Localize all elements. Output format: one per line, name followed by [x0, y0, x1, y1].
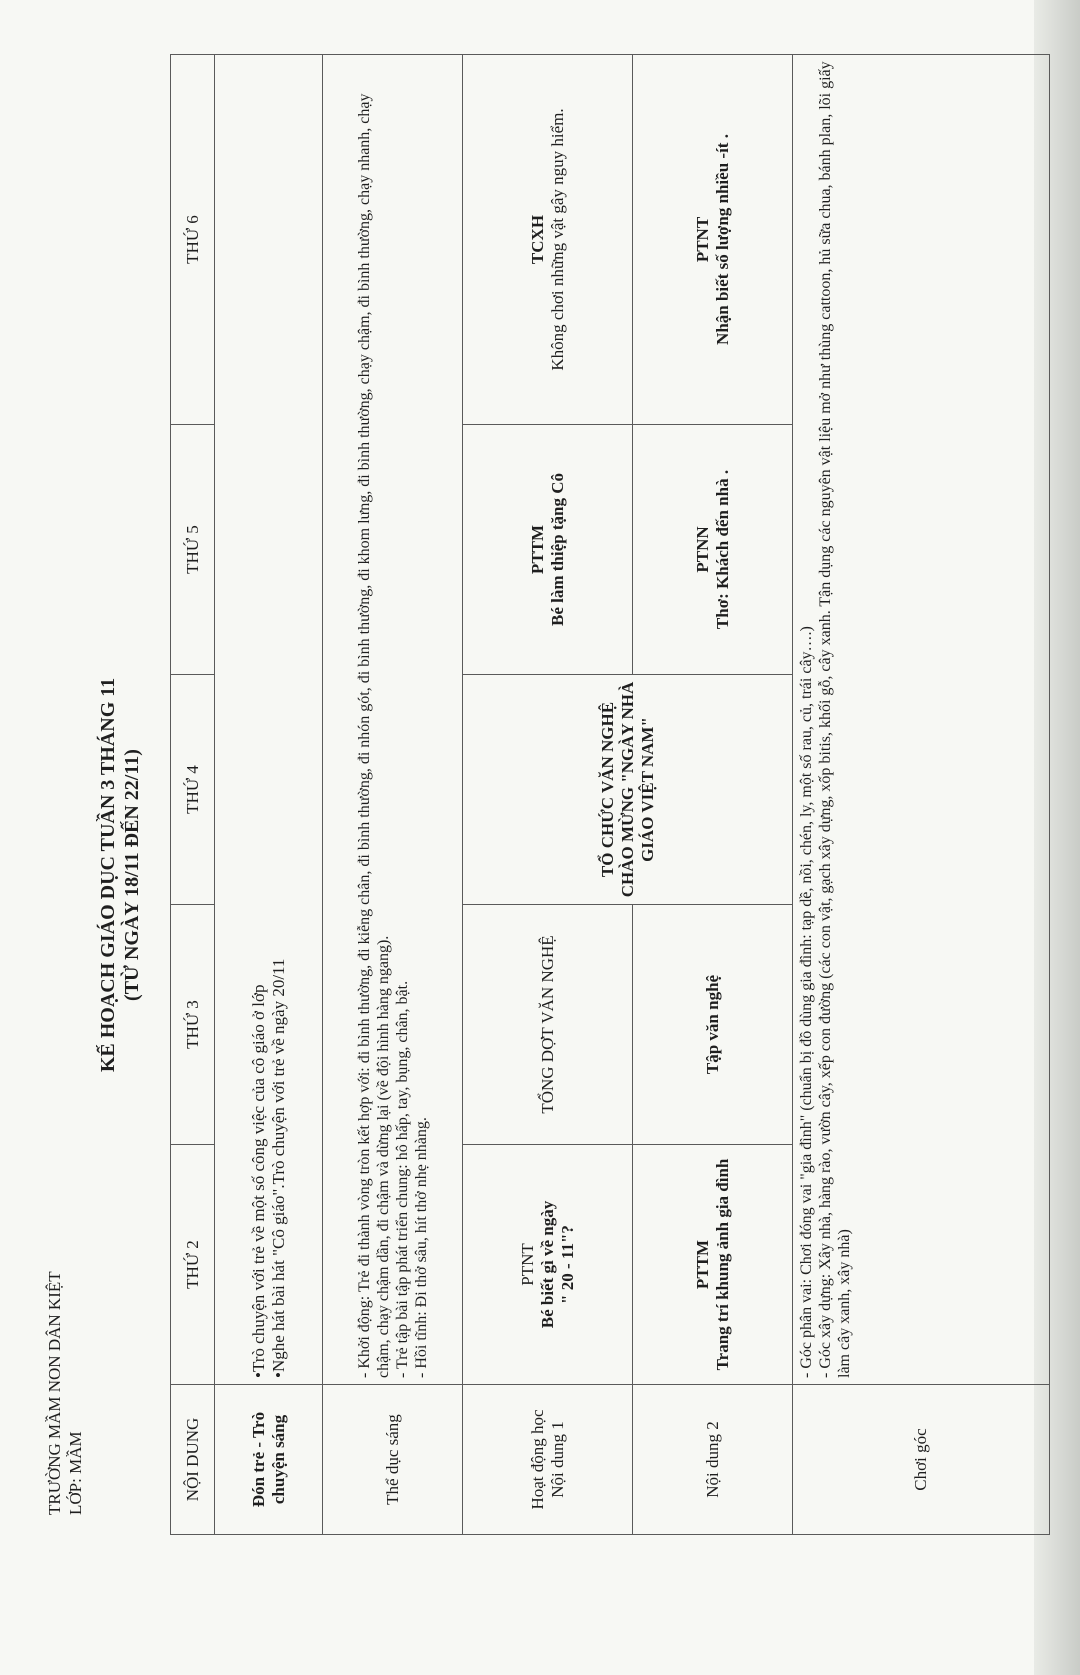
thu5-nd2-cell [633, 425, 793, 675]
school-name: TRƯỜNG MẦM NON DÂN KIỆT [45, 1271, 64, 1515]
thu6-nd2-title: Nhận biết số lượng nhiều -ít . [712, 134, 732, 345]
plan-title-line1: KẾ HOẠCH GIÁO DỤC TUẦN 3 THÁNG 11 [97, 677, 119, 1073]
col-header-thu-5: THỨ 5 [171, 425, 215, 675]
the-duc-line-2: - Trẻ tập bài tập phát triển chung: hô hấp, tay, bụng, chân, bật. [393, 980, 411, 1378]
thu4-nd-cell: TỔ CHỨC VĂN NGHỆ CHÀO MỪNG "NGÀY NHÀ GIÁO VIỆT NAM" [463, 675, 793, 905]
the-duc-line-1: - Khởi động: Trẻ đi thành vòng tròn kết hợp với: đi bình thường, đi kiễng chân, đi bình thường, đi nhón gót, đi bình thường, đi khom lưng, đi bình thường, chạy chậm, đi bình thường, chạy nhanh, chạy chậm, chạy chậm dần, đi chậm và dừng lại (về đội hình hàng ngang). [355, 93, 392, 1378]
thu2-nd1-cell [463, 1145, 633, 1385]
the-duc-content [323, 55, 463, 1385]
thu5-nd2-type: PTNN [692, 526, 712, 573]
row-label-the-duc: Thể dục sáng [323, 1385, 463, 1535]
col-header-thu-6: THỨ 6 [171, 55, 215, 425]
class-name: LỚP: MẦM [66, 1431, 85, 1515]
thu2-nd1-title: Bé biết gì về ngày [537, 1200, 557, 1329]
thu5-nd1-title: Bé làm thiệp tặng Cô [547, 473, 567, 626]
thu2-nd2-type: PTTM [692, 1239, 712, 1290]
school-header [44, 1271, 86, 1515]
row-don-tre [215, 55, 323, 1535]
thu6-nd2-type: PTNT [692, 216, 712, 263]
col-header-thu-3: THỨ 3 [171, 905, 215, 1145]
choi-goc-content [793, 55, 1050, 1385]
the-duc-line-3: - Hồi tĩnh: Đi thở sâu, hít thở nhẹ nhàng. [412, 1117, 430, 1378]
row-hoat-dong-nd1 [463, 55, 633, 1535]
choi-goc-line-2: - Góc xây dựng: Xây nhà, hàng rào, vườn cây, xếp con đường (các con vật, gạch xây dựng, xốp bitis, khối gỗ, cây xanh. Tận dụng các nguyên vật liệu mở như thùng cattoon, hủ sữa chua, bánh plan, lõi giấy làm cây xanh, xây nhà) [817, 61, 853, 1378]
row-label-choi-goc: Chơi góc [793, 1385, 1050, 1535]
plan-title [96, 375, 144, 1375]
row-label-noi-dung-1 [463, 1385, 633, 1535]
row-label-noi-dung-2: Nội dung 2 [633, 1385, 793, 1535]
education-plan-table [170, 54, 1050, 1535]
thu6-nd1-cell [463, 55, 633, 425]
don-tre-line-2: •Nghe hát bài hát "Cô giáo".Trò chuyện với trẻ về ngày 20/11 [268, 958, 288, 1378]
hoat-dong-hoc-label: Hoạt động học [527, 1409, 547, 1510]
thu2-nd1-type: PTNT [517, 1243, 537, 1286]
row-label-don-tre: Đón trẻ - Trò chuyện sáng [215, 1385, 323, 1535]
thu5-nd1-cell [463, 425, 633, 675]
don-tre-line-1: •Trò chuyện với trẻ về một số công việc của cô giáo ở lớp [248, 984, 268, 1378]
thu2-nd1-date: " 20 - 11"? [557, 1225, 577, 1304]
thu5-nd2-title: Thơ: Khách đến nhà . [712, 469, 732, 630]
row-choi-goc [793, 55, 1050, 1535]
thu5-nd1-type: PTTM [527, 524, 547, 575]
col-header-thu-4: THỨ 4 [171, 675, 215, 905]
thu2-nd2-title: Trang trí khung ảnh gia đình [712, 1158, 732, 1371]
thu6-nd2-cell [633, 55, 793, 425]
col-header-thu-2: THỨ 2 [171, 1145, 215, 1385]
thu6-nd1-type: TCXH [527, 214, 547, 265]
row-the-duc [323, 55, 463, 1535]
noi-dung-1-label: Nội dung 1 [547, 1421, 567, 1498]
plan-title-line2: (TỪ NGÀY 18/11 ĐẾN 22/11) [121, 749, 143, 1001]
choi-goc-line-1: - Góc phân vai: Chơi đóng vai "gia đình" (chuẩn bị đồ dùng gia đình: tạp dề, nồi, chén, ly, một số rau, củ, trái cây….) [798, 626, 815, 1378]
thu3-nd2-cell: Tập văn nghệ [633, 905, 793, 1145]
thu3-nd1-cell: TỔNG DỢT VĂN NGHỆ [463, 905, 633, 1145]
thu6-nd1-title: Không chơi những vật gây nguy hiểm. [547, 108, 567, 371]
thu2-nd2-cell [633, 1145, 793, 1385]
col-header-noi-dung: NỘI DUNG [171, 1385, 215, 1535]
table-header-row [171, 55, 215, 1535]
don-tre-content [215, 55, 323, 1385]
